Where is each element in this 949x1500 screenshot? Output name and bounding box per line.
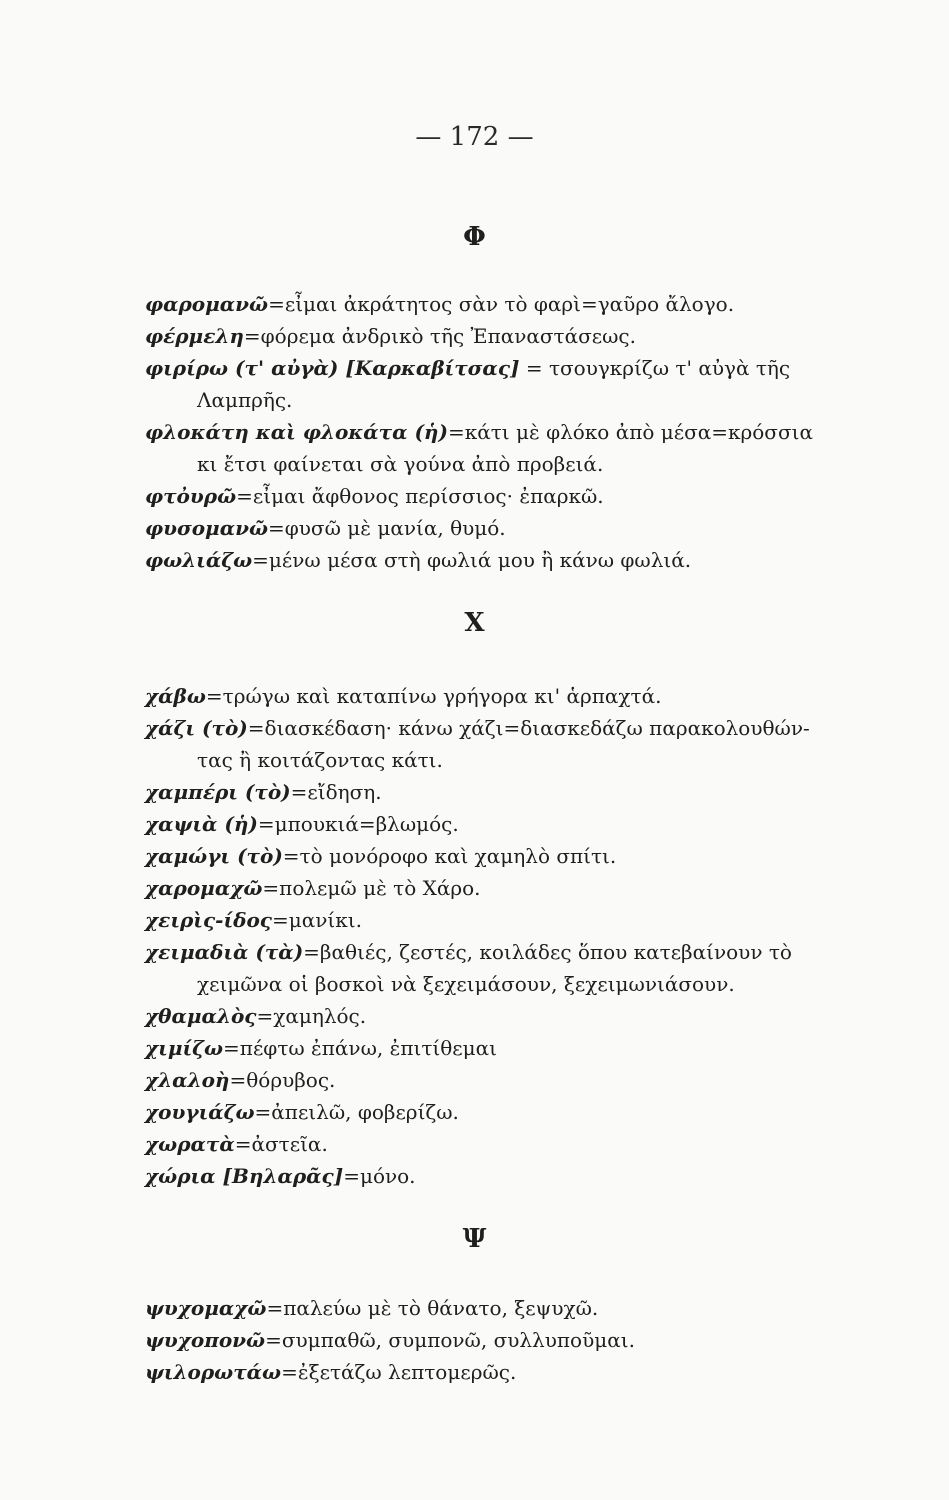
list-item: ψυχοπονῶ=συμπαθῶ, συμπονῶ, συλλυποῦμαι. <box>145 1328 635 1352</box>
list-item: χαρομαχῶ=πολεμῶ μὲ τὸ Χάρο. <box>145 876 481 900</box>
list-item: φαρομανῶ=εἶμαι ἀκράτητος σὰν τὸ φαρὶ=γαῦρο ἄλογο. <box>145 292 735 316</box>
list-item: χάζι (τὸ)=διασκέδαση· κάνω χάζι=διασκεδάζω παρακολουθών- τας ἢ κοιτάζοντας κάτι. <box>145 716 810 772</box>
list-item: χειρὶς-ίδος=μανίκι. <box>145 908 362 932</box>
list-item: χωρατὰ=ἀστεῖα. <box>145 1132 328 1156</box>
section-chi-entries <box>145 680 865 1192</box>
section-phi-entries <box>145 288 865 576</box>
list-item: χιμίζω=πέφτω ἐπάνω, ἐπιτίθεμαι <box>145 1036 497 1060</box>
list-item: χώρια [Βηλαρᾶς]=μόνο. <box>145 1164 416 1188</box>
list-item: χαμώγι (τὸ)=τὸ μονόροφο καὶ χαμηλὸ σπίτι. <box>145 844 617 868</box>
list-item: χθαμαλὸς=χαμηλός. <box>145 1004 367 1028</box>
list-item: χαμπέρι (τὸ)=εἴδηση. <box>145 780 382 804</box>
section-psi-entries <box>145 1292 865 1388</box>
list-item: φτὀυρῶ=εἶμαι ἄφθονος περίσσιος· ἐπαρκῶ. <box>145 484 604 508</box>
list-item: χάβω=τρώγω καὶ καταπίνω γρήγορα κι' ἁρπαχτά. <box>145 684 662 708</box>
list-item: φυσομανῶ=φυσῶ μὲ μανία, θυμό. <box>145 516 506 540</box>
list-item: χλαλοὴ=θόρυβος. <box>145 1068 336 1092</box>
section-letter-phi: Φ <box>463 222 486 252</box>
list-item: φωλιάζω=μένω μέσα στὴ φωλιά μου ἢ κάνω φωλιά. <box>145 548 692 572</box>
list-item: χουγιάζω=ἀπειλῶ, φοβερίζω. <box>145 1100 459 1124</box>
section-letter-chi: Χ <box>464 608 485 638</box>
list-item: ψιλορωτάω=ἐξετάζω λεπτομερῶς. <box>145 1360 517 1384</box>
section-letter-psi: Ψ <box>462 1224 487 1254</box>
list-item: χαψιὰ (ἡ)=μπουκιά=βλωμός. <box>145 812 459 836</box>
list-item: φλοκάτη καὶ φλοκάτα (ἡ)=κάτι μὲ φλόκο ἀπὸ μέσα=κρόσσια κι ἔτσι φαίνεται σὰ γούνα ἀπὸ προβειά. <box>145 420 813 476</box>
list-item: φέρμελη=φόρεμα ἀνδρικὸ τῆς Ἐπαναστάσεως. <box>145 324 636 348</box>
page-number: — 172 — <box>415 122 534 152</box>
list-item: ψυχομαχῶ=παλεύω μὲ τὸ θάνατο, ξεψυχῶ. <box>145 1296 599 1320</box>
list-item: φιρίρω (τ' αὐγὰ) [Καρκαβίτσας] = τσουγκρίζω τ' αὐγὰ τῆς Λαμπρῆς. <box>145 356 791 412</box>
list-item: χειμαδιὰ (τὰ)=βαθιές, ζεστές, κοιλάδες ὅπου κατεβαίνουν τὸ χειμῶνα οἱ βοσκοὶ νὰ ξεχειμάσουν, ξεχειμωνιάσουν. <box>145 940 792 996</box>
